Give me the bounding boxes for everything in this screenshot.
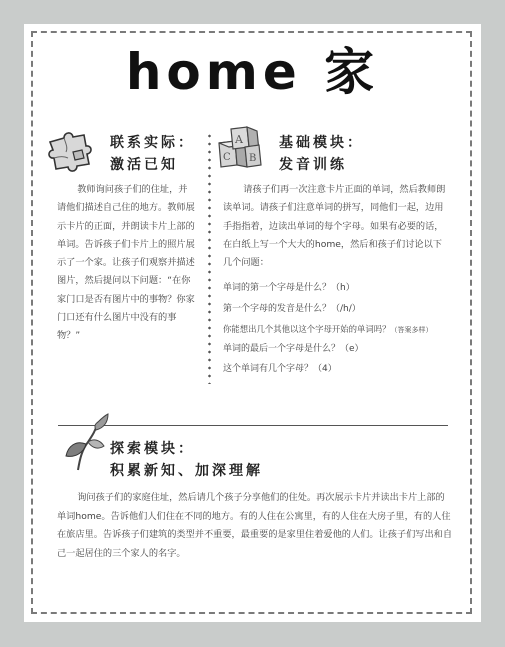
question-item xyxy=(223,282,355,294)
question-item xyxy=(223,343,364,355)
right-paragraph xyxy=(223,181,451,272)
svg-text:C: C xyxy=(223,152,231,163)
left-heading-line1: 联系实际： xyxy=(110,135,195,151)
question-item xyxy=(223,363,337,375)
question-text: 你能想出几个其他以这个字母开始的单词吗？ xyxy=(223,324,391,334)
left-paragraph-text: 教师询问孩子们的住址，并请他们描述自己住的地方。教师展示卡片的正面，并朗读卡片上部的单词。告诉孩子们卡片上的照片展示了一个家。让孩子们观察并描述图片，然后提问以下问题：“在你家门口是否有图片中的事物？你家门口还有什么图片中没有的事物？” xyxy=(57,184,195,342)
sprout-icon xyxy=(64,412,110,472)
page-title: home 家 xyxy=(125,43,380,101)
question-item xyxy=(223,303,361,315)
bottom-paragraph-text: 询问孩子们的家庭住址，然后请几个孩子分享他们的住处。再次展示卡片并读出卡片上部的单词home。告诉他们人们住在不同的地方。有的人住在公寓里，有的人住在大房子里，有的人住在旅店里。告诉孩子们建筑的类型并不重要，最重要的是家里住着爱他的人们。让孩子们写出和自己一起居住的三个家人的名字。 xyxy=(57,492,453,559)
right-heading-line2: 发音训练 xyxy=(279,157,347,173)
puzzle-icon xyxy=(44,128,102,176)
column-divider xyxy=(208,132,211,384)
bottom-heading-line1: 探索模块： xyxy=(110,441,195,457)
question-item xyxy=(223,323,433,336)
right-heading-line1: 基础模块： xyxy=(279,135,364,151)
left-paragraph xyxy=(57,181,196,346)
question-note: （答案多样） xyxy=(390,326,433,334)
question-text: 单词的第一个字母是什么？（h） xyxy=(223,283,355,293)
question-text: 第一个字母的发音是什么？（/h/） xyxy=(223,304,361,314)
bottom-paragraph xyxy=(57,489,453,563)
question-text: 单词的最后一个字母是什么？（e） xyxy=(223,344,364,354)
bottom-heading-line2: 积累新知、加深理解 xyxy=(110,463,263,479)
left-heading-line2: 激活已知 xyxy=(110,157,178,173)
alphabet-blocks-icon xyxy=(215,125,267,169)
section-divider xyxy=(58,425,448,426)
right-paragraph-text: 请孩子们再一次注意卡片正面的单词，然后教师朗读单词。请孩子们注意单词的拼写，同他们一起，边用手指指着，边读出单词的每个字母。如果有必要的话，在白纸上写一个大大的home，然后和孩子们讨论以下几个问题： xyxy=(223,184,446,269)
svg-text:A: A xyxy=(235,133,243,146)
svg-text:B: B xyxy=(249,153,257,164)
question-text: 这个单词有几个字母？（4） xyxy=(223,364,337,374)
